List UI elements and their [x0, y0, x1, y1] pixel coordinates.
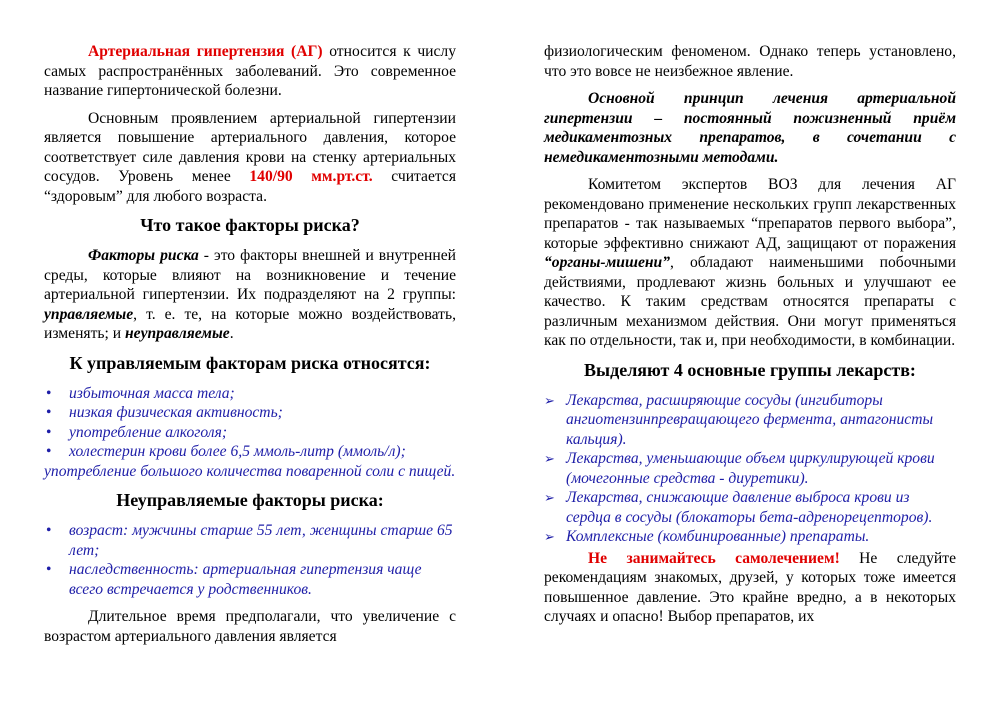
- risk-factors-paragraph: Факторы риска - это факторы внешней и внутренней среды, которые влияют на возникновение и течение артериальной гипертензии. Их подразделяют на 2 группы: управляемые, т. е. те, на которые можно воздействовать, изменять; и неуправляемые.: [44, 247, 456, 342]
- drug-groups-list: [544, 391, 956, 547]
- list-item: ➢ Лекарства, расширяющие сосуды (ингибиторы ангиотензинпревращающего фермента, антагонисты кальция).: [544, 391, 956, 450]
- list-item: ➢ Лекарства, снижающие давление выброса крови из сердца в сосуды (блокаторы бета-адренорецепторов).: [544, 488, 956, 527]
- treatment-principle: Основной принцип лечения артериальной гипертензии – постоянный пожизненный приём медикаментозных препаратов, в сочетании с немедикаментозными методами.: [544, 90, 956, 166]
- intro-paragraph: Артериальная гипертензия (АГ) относится к числу самых распространённых заболеваний. Это современное название гипертонической болезни.: [44, 43, 457, 99]
- age-paragraph: Длительное время предполагали, что увеличение с возрастом артериального давления является: [44, 608, 456, 645]
- list-item: • холестерин крови более 6,5 ммоль-литр (ммоль/л);: [44, 442, 456, 462]
- continuation-paragraph: физиологическим феноменом. Однако теперь установлено, что это вовсе не неизбежное явление.: [544, 43, 956, 80]
- term-hypertension: Артериальная гипертензия (АГ): [88, 43, 323, 60]
- list-item: употребление большого количества поваренной соли с пищей.: [44, 462, 456, 480]
- managed-factors-heading: К управляемым факторам риска относятся:: [69, 352, 431, 373]
- manifestation-paragraph: Основным проявлением артериальной гипертензии является повышение артериального давления, которое соответствует силе давления крови на стенку артериальных сосудов. Уровень менее 140/90 мм.рт.ст. считается “здоровым” для любого возраста.: [44, 109, 456, 205]
- list-item: • наследственность: артериальная гипертензия чаще всего встречается у родственников.: [44, 560, 456, 599]
- self-treatment-warning: Не занимайтесь самолечением! Не следуйте рекомендациям знакомых, друзей, у которых тоже имеется повышенное давление. Это крайне вредно, а в некоторых случаях и опасно! Выбор препаратов, их: [544, 549, 956, 625]
- who-paragraph: Комитетом экспертов ВОЗ для лечения АГ рекомендовано применение нескольких групп лекарственных препаратов - так называемых “препаратов первого выбора”, которые эффективно снижают АД, защищают от поражения “органы-мишени”, обладают наименьшими побочными действиями, продлевают жизнь больных и улучшают ее качество. К таким средствам относятся препараты с различным механизмом действия. Они могут применяться как по отдельности, так и, при необходимости, в комбинации.: [544, 176, 956, 349]
- list-item: ➢ Комплексные (комбинированные) препараты.: [544, 527, 956, 547]
- right-column: [544, 42, 956, 635]
- list-item: • возраст: мужчины старше 55 лет, женщины старше 65 лет;: [44, 521, 456, 560]
- list-item: ➢ Лекарства, уменьшающие объем циркулирующей крови (мочегонные средства - диуретики).: [544, 449, 956, 488]
- pressure-threshold: 140/90 мм.рт.ст.: [249, 168, 373, 185]
- list-item: • избыточная масса тела;: [44, 384, 456, 404]
- managed-factors-list: [44, 384, 456, 482]
- left-column: [44, 42, 456, 654]
- risk-factors-heading: Что такое факторы риска?: [140, 215, 360, 235]
- unmanaged-factors-list: [44, 521, 456, 599]
- list-item: • употребление алкоголя;: [44, 423, 456, 443]
- unmanaged-factors-heading: Неуправляемые факторы риска:: [116, 490, 384, 510]
- list-item: • низкая физическая активность;: [44, 403, 456, 423]
- drug-groups-heading: Выделяют 4 основные группы лекарств:: [584, 359, 916, 380]
